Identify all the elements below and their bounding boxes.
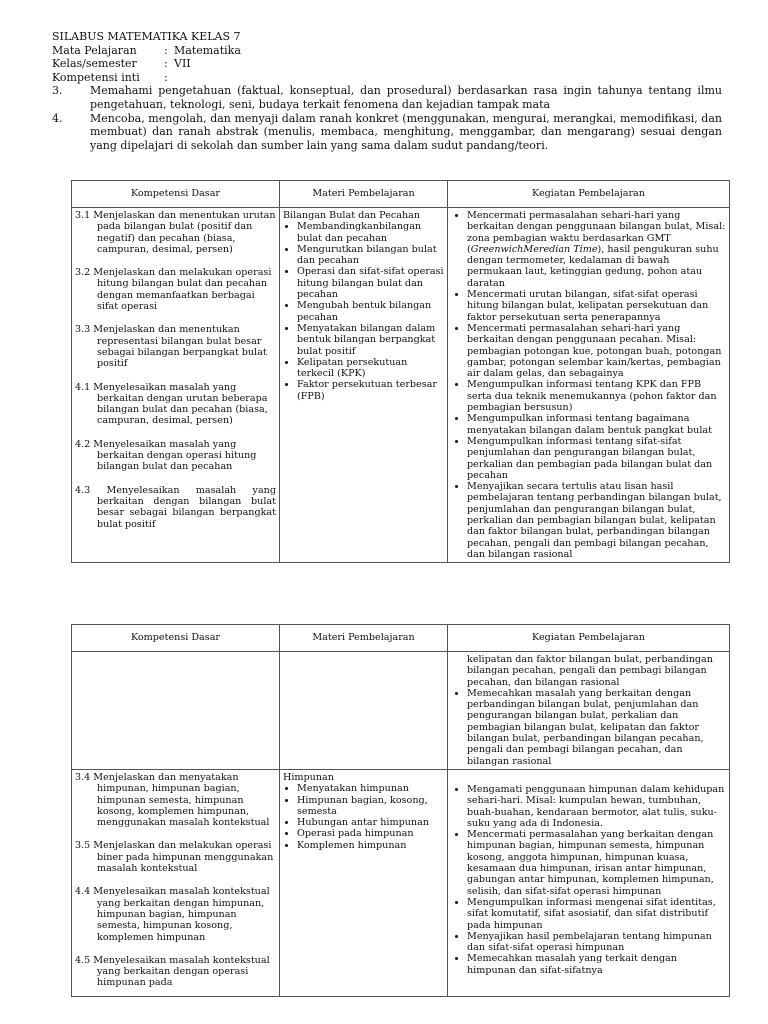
list-item: • Mengamati penggunaan himpunan dalam kehidupan sehari-hari. Misal: kumpulan hewan, tumbuhan, buah-buahan, kendaraan bermotor, alat tulis, suku-suku yang ada di Indonesia. [467,784,726,829]
kegiatan-list [451,210,726,560]
table-row [72,769,730,996]
field-core-competence: Kompetensi inti : [52,70,168,84]
kegiatan-cell [448,769,730,996]
list-item: • Menyatakan himpunan [297,783,444,794]
materi-cell [280,769,448,996]
kegiatan-cell [448,208,730,563]
kegiatan-list [451,688,726,767]
list-item: • Mengumpulkan informasi tentang bagaimana menyatakan bilangan dalam bentuk pangkat bulat [467,413,726,436]
materi-title: Himpunan [283,771,334,783]
list-item: • Mengumpulkan informasi tentang KPK dan FPB serta dua teknik menemukannya (pohon faktor dan pembagian bersusun) [467,379,726,413]
list-item: • Membandingkanbilangan bulat dan pecahan [297,221,444,244]
table-row [72,652,730,770]
list-item: • Mengubah bentuk bilangan pecahan [297,300,444,323]
materi-list [283,783,444,851]
list-item: • Operasi dan sifat-sifat operasi hitung bilangan bulat dan pecahan [297,266,444,300]
field-subject: Mata Pelajaran : Matematika [52,43,241,57]
list-item: • Mencermati permasalahan sehari-hari yang berkaitan dengan penggunaan pecahan. Misal: pembagian potongan kue, potongan buah, potongan gambar, potongan selembar kain/kertas, pembagian air dalam gelas, dan sebagainya [467,323,726,379]
list-item: • Menyajikan hasil pembelajaran tentang himpunan dan sifat-sifat operasi himpunan [467,931,726,954]
list-item: • Kelipatan persekutuan terkecil (KPK) [297,357,444,380]
syllabus-table-1 [71,180,730,563]
list-item: • Operasi pada himpunan [297,828,444,839]
kd-cell [72,652,280,770]
list-item: • Menyajikan secara tertulis atau lisan hasil pembelajaran tentang perbandingan bilangan bulat, penjumlahan dan pengurangan bilangan bulat, perkalian dan pembagian bilangan bulat, kelipatan dan faktor bilangan bulat, perbandingan bilangan pecahan, pengali dan pembagi bilangan pecahan, dan bilangan rasional [467,481,726,560]
list-item: • Memecahkan masalah yang berkaitan dengan perbandingan bilangan bulat, penjumlahan dan pengurangan bilangan bulat, perkalian dan pembagian bilangan bulat, kelipatan dan faktor bilangan bulat, perbandingan bilangan pecahan, pengali dan pembagi bilangan pecahan, dan bilangan rasional [467,688,726,767]
kd-item: 4.1 Menyelesaikan masalah yang berkaitan dengan urutan beberapa bilangan bulat dan pecahan (biasa, campuran, desimal, persen) [75,381,268,427]
materi-cell [280,208,448,563]
continued-text: kelipatan dan faktor bilangan bulat, perbandingan bilangan pecahan, pengali dan pembagi bilangan pecahan, dan bilangan rasional [467,654,713,688]
header-kegiatan: Kegiatan Pembelajaran [448,181,730,208]
materi-title: Bilangan Bulat dan Pecahan [283,210,421,221]
document-title: SILABUS MATEMATIKA KELAS 7 [52,30,241,43]
ki-item-3: 3. Memahami pengetahuan (faktual, konseptual, dan prosedural) berdasarkan rasa ingin tahunya tentang ilmu pengetahuan, teknologi, seni, budaya terkait fenomena dan kejadian tampak mata [52,84,722,111]
list-item: • Komplemen himpunan [297,840,444,851]
header-kompetensi-dasar: Kompetensi Dasar [72,181,280,208]
list-item: • Menyatakan bilangan dalam bentuk bilangan berpangkat bulat positif [297,323,444,357]
kd-cell [72,769,280,996]
kd-item: 3.5 Menjelaskan dan melakukan operasi biner pada himpunan menggunakan masalah kontekstual [75,840,274,875]
header-materi: Materi Pembelajaran [280,181,448,208]
list-item: • Faktor persekutuan terbesar (FPB) [297,379,444,402]
document-header [52,30,722,152]
table-header-row [72,625,730,652]
kd-item: 4.2 Menyelesaikan masalah yang berkaitan dengan operasi hitung bilangan bulat dan pecahan [75,438,257,473]
header-materi: Materi Pembelajaran [280,625,448,652]
kd-item: 3.1 Menjelaskan dan menentukan urutan pada bilangan bulat (positif dan negatif) dan pecahan (biasa, campuran, desimal, persen) [75,210,276,255]
list-item: • Hubungan antar himpunan [297,817,444,828]
materi-list [283,221,444,402]
header-kompetensi-dasar: Kompetensi Dasar [72,625,280,652]
kegiatan-cell [448,652,730,770]
list-item: • Memecahkan masalah yang terkait dengan himpunan dan sifat-sifatnya [467,953,726,976]
list-item: • Himpunan bagian, kosong, semesta [297,795,444,818]
kd-item: 3.2 Menjelaskan dan melakukan operasi hitung bilangan bulat dan pecahan dengan memanfaatkan berbagai sifat operasi [75,267,272,313]
field-class: Kelas/semester : VII [52,57,191,71]
list-item: • Mencermati permasalahan sehari-hari yang berkaitan dengan penggunaan bilangan bulat, Misal: zona pembagian waktu berdasarkan GMT (GreenwichMeredian Time), hasil pengukuran suhu dengan termometer, kedalaman di bawah permukaan laut, ketinggian gedung, pohon atau daratan [467,210,726,289]
materi-cell [280,652,448,770]
list-item: • Mengumpulkan informasi tentang sifat-sifat penjumlahan dan pengurangan bilangan bulat, perkalian dan pembagian pada bilangan bulat dan pecahan [467,436,726,481]
table-header-row [72,181,730,208]
table-row [72,208,730,563]
kd-item: 4.4 Menyelesaikan masalah kontekstual yang berkaitan dengan himpunan, himpunan bagian, himpunan semesta, himpunan kosong, komplemen himpunan [75,886,270,943]
list-item: • Mencermati permasalahan yang berkaitan dengan himpunan bagian, himpunan semesta, himpunan kosong, anggota himpunan, himpunan kuasa, kesamaan dua himpunan, irisan antar himpunan, gabungan antar himpunan, komplemen himpunan, selisih, dan sifat-sifat operasi himpunan [467,829,726,897]
list-item: • Mencermati urutan bilangan, sifat-sifat operasi hitung bilangan bulat, kelipatan persekutuan dan faktor persekutuan serta penerapannya [467,289,726,323]
kegiatan-list [451,784,726,976]
kd-item: 4.5 Menyelesaikan masalah kontekstual yang berkaitan dengan operasi himpunan pada [75,954,270,989]
kd-item: 3.4 Menjelaskan dan menyatakan himpunan, himpunan bagian, himpunan semesta, himpunan kosong, komplemen himpunan, menggunakan masalah kontekstual [75,771,270,829]
kd-cell [72,208,280,563]
kd-item: 3.3 Menjelaskan dan menentukan representasi bilangan bulat besar sebagai bilangan berpangkat bulat positif [75,324,267,370]
syllabus-table-2 [71,624,730,997]
list-item: • Mengurutkan bilangan bulat dan pecahan [297,244,444,267]
list-item: • Mengumpulkan informasi mengenai sifat identitas, sifat komutatif, sifat asosiatif, dan sifat distributif pada himpunan [467,897,726,931]
kd-item: 4.3 Menyelesaikan masalah yang berkaitan dengan bilangan bulat besar sebagai bilangan berpangkat bulat positif [75,484,276,530]
ki-item-4: 4. Mencoba, mengolah, dan menyaji dalam ranah konkret (menggunakan, mengurai, merangkai, memodifikasi, dan membuat) dan ranah abstrak (menulis, membaca, menghitung, menggambar, dan mengarang) sesuai dengan yang dipelajari di sekolah dan sumber lain yang sama dalam sudut pandang/teori. [52,111,722,152]
header-kegiatan: Kegiatan Pembelajaran [448,625,730,652]
